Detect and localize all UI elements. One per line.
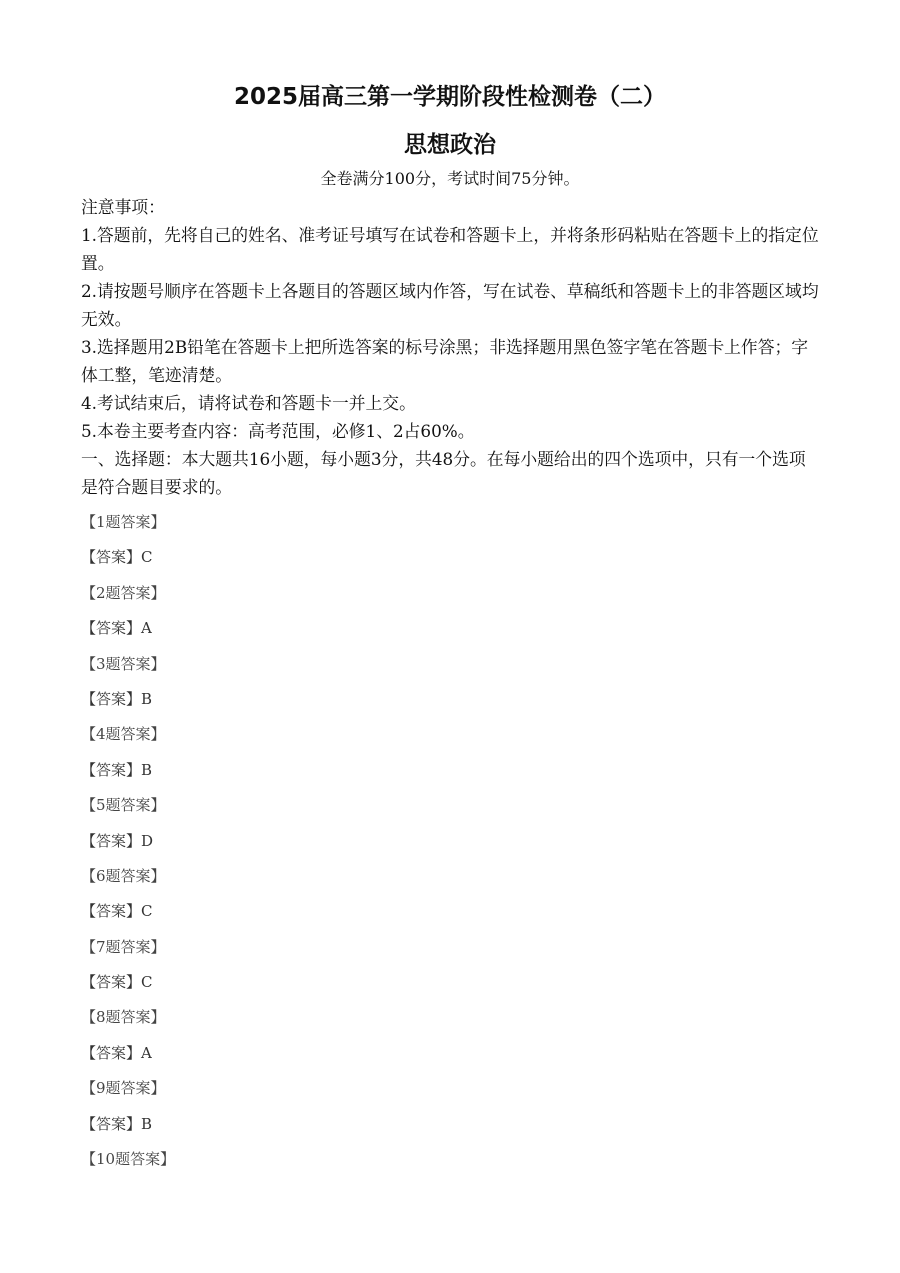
notice-heading: 注意事项：	[81, 197, 165, 217]
answer-header-9: 【9题答案】	[81, 1079, 166, 1098]
answer-value-2: 【答案】A	[81, 619, 152, 638]
answer-header-2: 【2题答案】	[81, 583, 166, 602]
answer-header-7: 【7题答案】	[81, 937, 166, 956]
notice-item-4: 4.考试结束后，请将试卷和答题卡一并上交。	[81, 393, 416, 413]
answer-header-10: 【10题答案】	[81, 1150, 176, 1169]
section-heading: 一、选择题：本大题共16小题，每小题3分，共48分。在每小题给出的四个选项中，只有一个选项是符合题目要求的。	[81, 449, 806, 497]
answer-header-4: 【4题答案】	[81, 725, 166, 744]
exam-meta: 全卷满分100分，考试时间75分钟。	[320, 169, 580, 188]
answer-header-1: 【1题答案】	[81, 513, 166, 531]
notice-item-1: 1.答题前，先将自己的姓名、准考证号填写在试卷和答题卡上，并将条形码粘贴在答题卡上的指定位置。	[81, 225, 819, 273]
exam-subject: 思想政治	[404, 132, 496, 158]
answer-value-8: 【答案】A	[81, 1043, 152, 1062]
answer-value-1: 【答案】C	[81, 548, 153, 567]
answer-value-6: 【答案】C	[81, 902, 153, 921]
answer-list	[81, 505, 781, 1177]
answer-value-9: 【答案】B	[81, 1114, 153, 1133]
instructions-block	[81, 193, 821, 501]
notice-item-3: 3.选择题用2B铅笔在答题卡上把所选答案的标号涂黑；非选择题用黑色签字笔在答题卡上作答；字体工整，笔迹清楚。	[81, 337, 809, 385]
answer-header-5: 【5题答案】	[81, 796, 166, 815]
answer-value-3: 【答案】B	[81, 689, 153, 708]
exam-title: 2025届高三第一学期阶段性检测卷（二）	[233, 84, 666, 110]
answer-value-4: 【答案】B	[81, 760, 153, 779]
answer-header-8: 【8题答案】	[81, 1008, 166, 1027]
notice-item-2: 2.请按题号顺序在答题卡上各题目的答题区域内作答，写在试卷、草稿纸和答题卡上的非答题区域均无效。	[81, 281, 819, 329]
answer-header-6: 【6题答案】	[81, 866, 166, 885]
answer-value-5: 【答案】D	[81, 831, 154, 850]
notice-item-5: 5.本卷主要考查内容：高考范围，必修1、2占60%。	[81, 421, 475, 441]
answer-value-7: 【答案】C	[81, 973, 153, 992]
answer-header-3: 【3题答案】	[81, 654, 166, 673]
